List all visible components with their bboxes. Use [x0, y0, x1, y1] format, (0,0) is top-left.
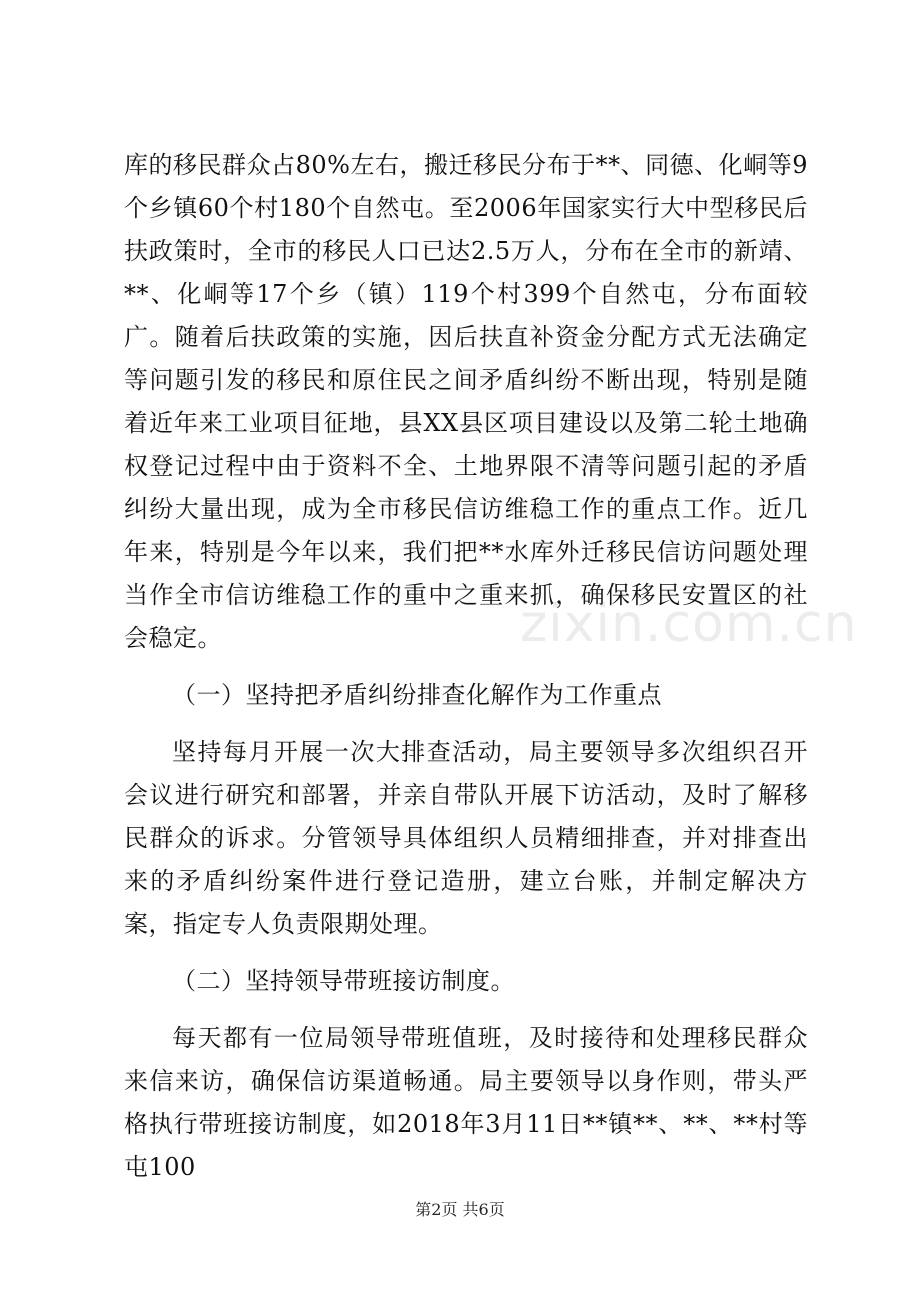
spacer: [124, 946, 808, 960]
section-paragraph-2: 每天都有一位局领导带班值班，及时接待和处理移民群众来信来访，确保信访渠道畅通。局主要领导以身作则，带头严格执行带班接访制度，如2018年3月11日**镇**、**、**村等屯100: [124, 1024, 808, 1181]
document-body: [124, 144, 808, 1189]
section-heading-1: （一）坚持把矛盾纠纷排查化解作为工作重点: [172, 681, 662, 709]
page-footer: 第2页 共6页: [415, 1200, 505, 1219]
section-heading-2: （二）坚持领导带班接访制度。: [172, 967, 515, 995]
watermark-text: zixin.com.cn: [520, 594, 858, 654]
spacer: [124, 1003, 808, 1017]
spacer: [124, 717, 808, 731]
spacer: [124, 660, 808, 674]
section-paragraph-1: 坚持每月开展一次大排查活动，局主要领导多次组织召开会议进行研究和部署，并亲自带队开展下访活动，及时了解移民群众的诉求。分管领导具体组织人员精细排查，并对排查出来的矛盾纠纷案件进行登记造册，建立台账，并制定解决方案，指定专人负责限期处理。: [124, 738, 808, 938]
intro-paragraph: 库的移民群众占80%左右，搬迁移民分布于**、同德、化峒等9个乡镇60个村180个自然屯。至2006年国家实行大中型移民后扶政策时，全市的移民人口已达2.5万人，分布在全市的新靖、**、化峒等17个乡（镇）119个村399个自然屯，分布面较广。随着后扶政策的实施，因后扶直补资金分配方式无法确定等问题引发的移民和原住民之间矛盾纠纷不断出现，特别是随着近年来工业项目征地，县XX县区项目建设以及第二轮土地确权登记过程中由于资料不全、土地界限不清等问题引起的矛盾纠纷大量出现，成为全市移民信访维稳工作的重点工作。近几年来，特别是今年以来，我们把**水库外迁移民信访问题处理当作全市信访维稳工作的重中之重来抓，确保移民安置区的社会稳定。: [124, 151, 808, 652]
